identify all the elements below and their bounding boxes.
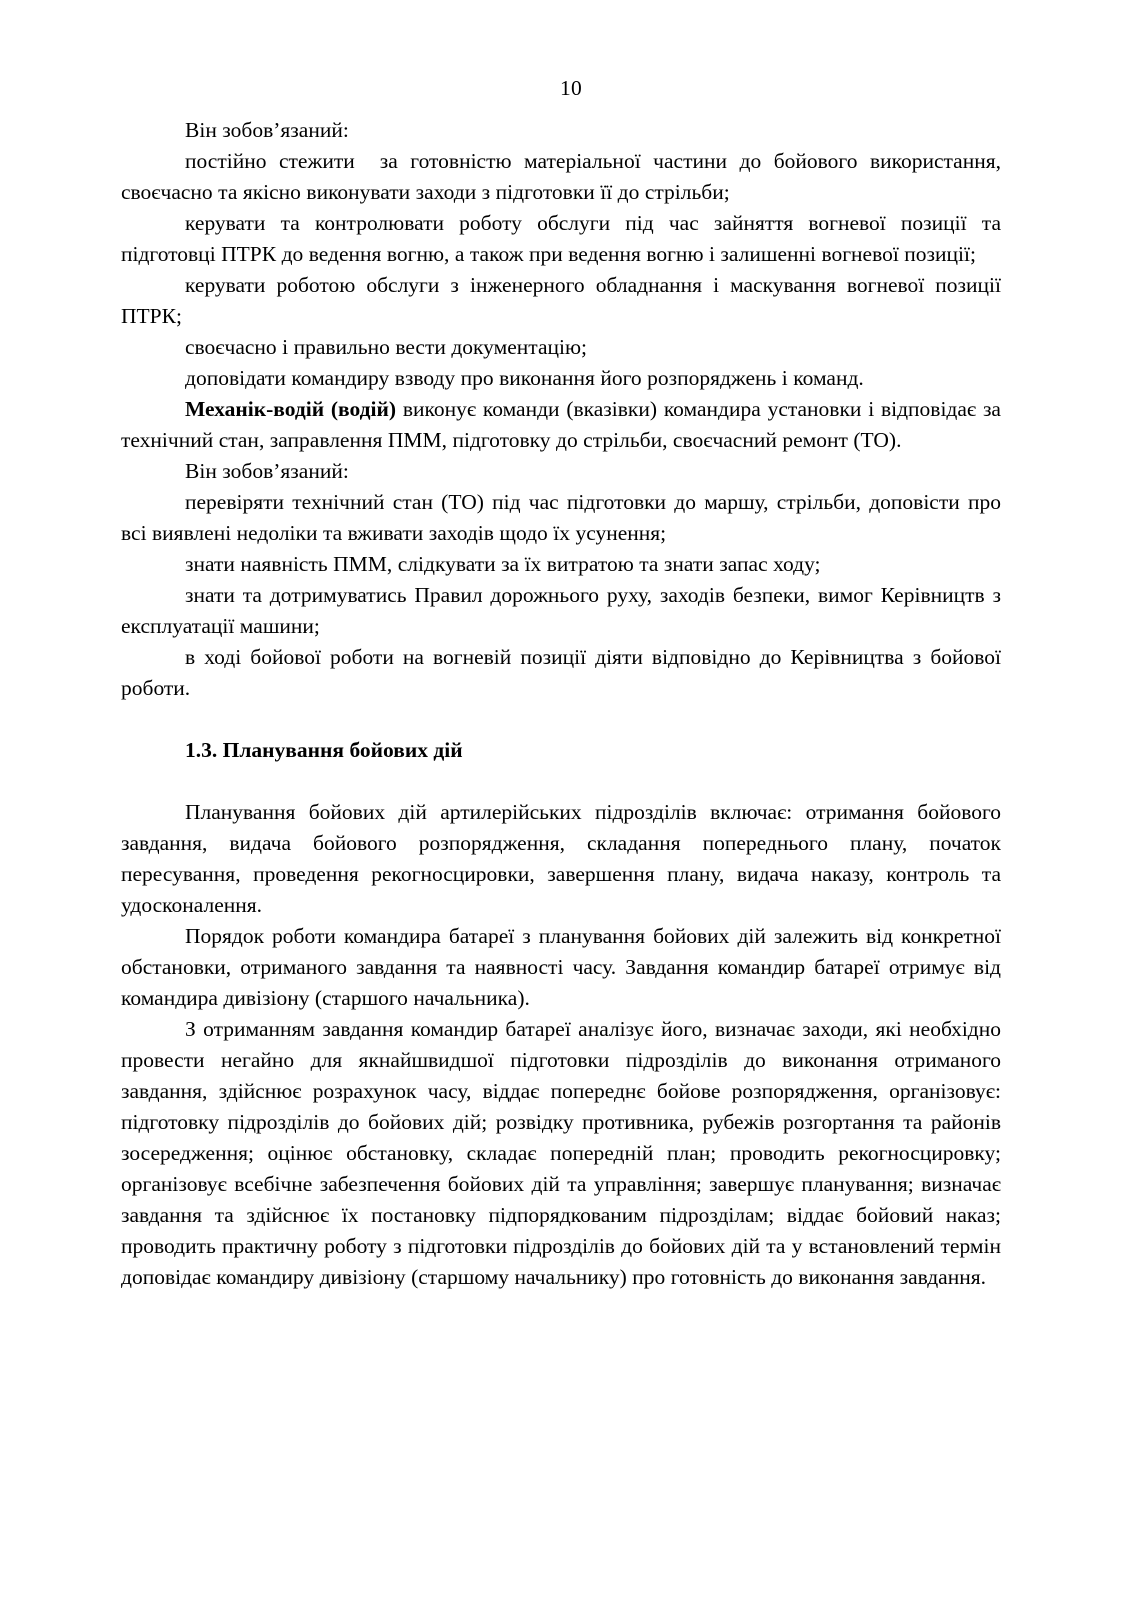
paragraph-duty-monitor: постійно стежити за готовністю матеріальної частини до бойового використання, своєчасно та якісно виконувати заходи з підготовки її до стрільби; [121, 149, 1007, 204]
paragraph-driver-duty-inspect: перевіряти технічний стан (ТО) під час підготовки до маршу, стрільби, доповісти про всі виявлені недоліки та вживати заходів щодо їх усунення; [121, 490, 1001, 545]
paragraph-driver-duty-traffic-rules: знати та дотримуватись Правил дорожнього руху, заходів безпеки, вимог Керівництв з експлуатації машини; [121, 583, 1001, 638]
paragraph-duty-engineering: керувати роботою обслуги з інженерного обладнання і маскування вогневої позиції ПТРК; [121, 273, 1001, 328]
paragraph-duty-report: доповідати командиру взводу про виконання його розпоряджень і команд. [185, 366, 864, 390]
section-heading-1-3: 1.3. Планування бойових дій [185, 738, 463, 762]
paragraph-duty-command-crew: керувати та контролювати роботу обслуги під час зайняття вогневої позиції та підготовці ПТРК до ведення вогню, а також при ведення вогню і залишенні вогневої позиції; [121, 211, 1001, 266]
paragraph-driver-obligations-intro: Він зобов’язаний: [185, 459, 349, 483]
driver-role-text: виконує команди (вказівки) командира установки і відповідає за технічний стан, заправлення ПММ, підготовку до стрільби, своєчасний ремонт (ТО). [121, 397, 1001, 452]
page-content [121, 115, 1007, 1293]
paragraph-driver-role [121, 394, 1001, 456]
paragraph-obligations-intro: Він зобов’язаний: [185, 118, 349, 142]
page-number: 10 [559, 76, 583, 100]
heading-spacer-below [121, 766, 1001, 797]
driver-role-lead-in: Механік-водій (водій) [185, 397, 397, 421]
paragraph-duty-documentation: своєчасно і правильно вести документацію; [185, 335, 588, 359]
paragraph-planning-order-of-work: Порядок роботи командира батареї з планування бойових дій залежить від конкретної обстановки, отриманого завдання та наявності часу. Завдання командир батареї отримує від командира дивізіону (старшого начальника). [121, 924, 1001, 1010]
paragraph-driver-duty-firing-position: в ході бойової роботи на вогневій позиції діяти відповідно до Керівництва з бойової роботи. [121, 645, 1001, 700]
heading-spacer-above [121, 704, 1001, 735]
paragraph-planning-on-receipt-of-task: З отриманням завдання командир батареї аналізує його, визначає заходи, які необхідно провести негайно для якнайшвидшої підготовки підрозділів до виконання отриманого завдання, здійснює розрахунок часу, віддає попереднє бойове розпорядження, організовує: підготовку підрозділів до бойових дій; розвідку противника, рубежів розгортання та районів зосередження; оцінює обстановку, складає попередній план; проводить рекогносцировку; організовує всебічне забезпечення бойових дій та управління; завершує планування; визначає завдання та здійснює їх постановку підпорядкованим підрозділам; віддає бойовий наказ; проводить практичну роботу з підготовки підрозділів до бойових дій та у встановлений термін доповідає командиру дивізіону (старшому начальнику) про готовність до виконання завдання. [121, 1017, 1001, 1289]
paragraph-planning-overview: Планування бойових дій артилерійських підрозділів включає: отримання бойового завдання, видача бойового розпорядження, складання попереднього плану, початок пересування, проведення рекогносцировки, завершення плану, видача наказу, контроль та удосконалення. [121, 800, 1001, 917]
paragraph-driver-duty-fuel: знати наявність ПММ, слідкувати за їх витратою та знати запас ходу; [185, 552, 821, 576]
